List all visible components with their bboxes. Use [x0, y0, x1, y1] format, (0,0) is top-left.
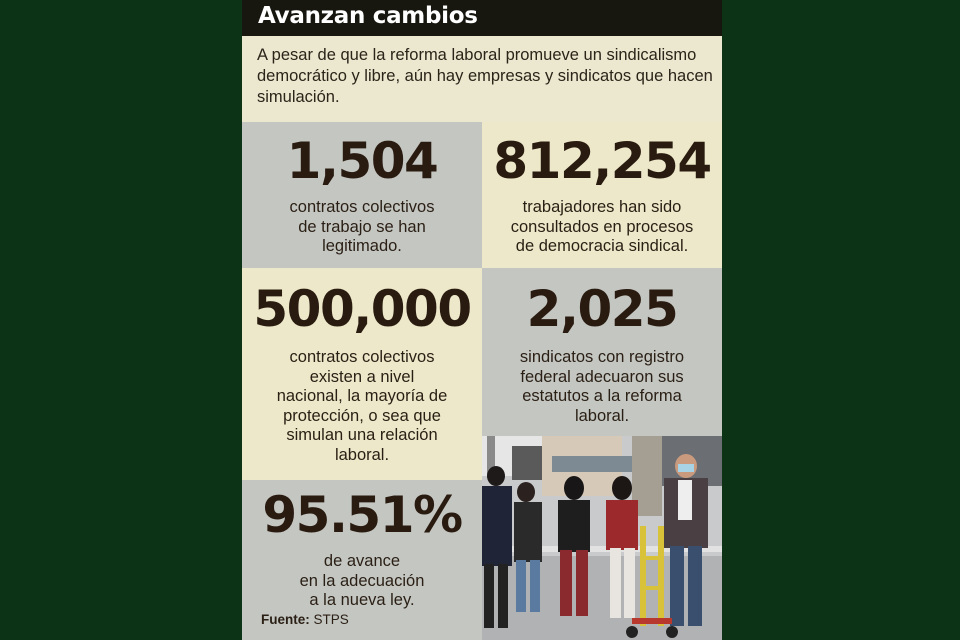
- infographic: [242, 0, 722, 640]
- stat-line: protección, o sea que: [283, 406, 441, 425]
- stat-line: de democracia sindical.: [515, 237, 689, 255]
- intro-text: A pesar de que la reforma laboral promueve un sindicalismo democrático y libre, aún hay empresas y sindicatos que hacen simulación.: [257, 46, 713, 106]
- stat-line: laboral.: [334, 445, 390, 464]
- stat-description: [242, 198, 482, 257]
- stat-card-trabajadores-consultados: [482, 122, 722, 268]
- stat-line: de avance: [323, 552, 401, 570]
- stat-line: de trabajo se han: [298, 217, 426, 236]
- stat-line: laboral.: [574, 406, 630, 425]
- street-photo: [482, 436, 722, 640]
- stat-line: existen a nivel: [309, 367, 415, 386]
- source-value: STPS: [313, 612, 349, 627]
- stat-line: contratos colectivos: [289, 348, 435, 366]
- stat-line: en la adecuación: [299, 571, 425, 590]
- photo-illustration: [482, 436, 722, 640]
- stat-value: 500,000: [253, 280, 471, 338]
- stat-description: [242, 348, 482, 465]
- stat-value: 812,254: [493, 132, 711, 190]
- stat-description: [482, 348, 722, 426]
- stat-description: [242, 552, 482, 611]
- stat-line: a la nueva ley.: [309, 591, 415, 609]
- stat-line: simulan una relación: [286, 426, 438, 444]
- stat-card-sindicatos: [482, 268, 722, 436]
- headline-bar: [242, 0, 722, 36]
- stat-line: legitimado.: [322, 237, 402, 255]
- stat-card-contratos-nacional: [242, 268, 482, 480]
- source-label: Fuente:: [261, 612, 310, 627]
- stat-line: federal adecuaron sus: [520, 367, 684, 386]
- stat-value: 1,504: [286, 132, 438, 190]
- stat-value: 2,025: [526, 280, 678, 338]
- stat-card-contratos-legitimados: [242, 122, 482, 268]
- intro-panel: [242, 36, 722, 122]
- stat-line: trabajadores han sido: [522, 198, 682, 216]
- stat-line: nacional, la mayoría de: [276, 387, 448, 405]
- stat-line: estatutos a la reforma: [522, 387, 682, 405]
- stat-line: consultados en procesos: [510, 217, 694, 236]
- headline: Avanzan cambios: [258, 3, 478, 29]
- stat-line: contratos colectivos: [289, 198, 435, 216]
- source-credit: [261, 612, 349, 627]
- stat-line: sindicatos con registro: [519, 348, 685, 366]
- stat-value: 95.51%: [262, 486, 462, 544]
- stat-description: [482, 198, 722, 257]
